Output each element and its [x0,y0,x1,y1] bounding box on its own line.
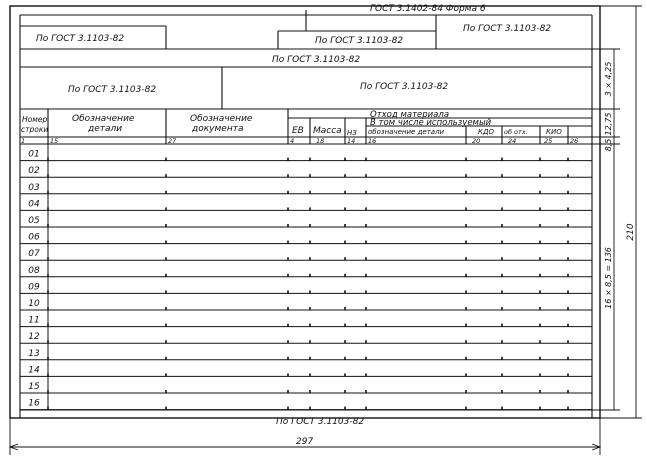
form-title: ГОСТ 3.1402-84 Форма 6 [370,4,486,14]
col-kio: КИО [546,128,562,136]
colnum-4: 4 [290,137,295,145]
ref-row3-right: По ГОСТ 3.1103-82 [360,82,449,92]
col-kdo: КДО [478,128,494,136]
row-number: 16 [28,398,40,409]
col-row-no-1: Номер [22,115,48,124]
row-number: 03 [28,182,40,193]
ref-right: По ГОСТ 3.1103-82 [463,24,552,34]
col-used-title: В том числе используемый [370,118,492,128]
row-number: 11 [28,315,40,326]
col-doc-2: документа [192,124,244,134]
ref-row3-left: По ГОСТ 3.1103-82 [68,85,157,95]
dim-rows-block: 16 × 8,5 = 136 [604,247,613,309]
dim-head-a: 12,75 [604,112,613,136]
colnum-16: 16 [368,137,377,145]
col-nz: НЗ [347,129,357,137]
col-unit: ЕВ [292,126,304,136]
row-number: 09 [28,282,40,293]
row-number: 07 [28,249,40,260]
ref-row2: По ГОСТ 3.1103-82 [272,55,361,65]
row-number: 02 [28,166,40,177]
form-frame [10,6,600,418]
footer-ref: По ГОСТ 3.1103-82 [276,417,365,427]
row-lines [20,144,592,410]
row-number: 12 [28,332,40,343]
col-used-part: обозначение детали [368,128,445,136]
colnum-25: 25 [544,137,553,145]
colnum-14: 14 [347,137,356,145]
row-number: 10 [28,299,40,309]
colnum-27: 27 [168,137,177,145]
header-lines [20,10,592,418]
col-doc-1: Обозначение [190,114,253,124]
ref-left: По ГОСТ 3.1103-82 [36,34,125,44]
width-label: 297 [296,437,314,447]
column-ticks [48,158,568,410]
col-row-no-2: строки [21,125,49,134]
dim-head-b: 8,5 [604,138,613,152]
row-number: 04 [28,199,40,210]
ref-middle: По ГОСТ 3.1103-82 [315,36,404,46]
col-waste-title: Отход материала [370,110,450,120]
dim-top-block: 3 × 4,25 [604,61,613,97]
colnum-26: 26 [570,137,579,145]
dim-height: 210 [626,223,636,241]
row-number: 06 [28,232,40,243]
row-number: 15 [28,382,40,392]
col-mass: Масса [313,126,342,136]
colnum-18: 18 [316,137,325,145]
colnum-20: 20 [472,137,481,145]
colnum-15: 15 [50,137,59,145]
colnum-24: 24 [508,137,517,145]
row-number: 08 [28,265,40,276]
row-number: 14 [28,365,40,376]
row-number: 05 [28,216,40,226]
col-part-1: Обозначение [72,114,135,124]
row-numbers [28,150,40,409]
col-part-2: детали [88,124,123,134]
col-of-total: об отх. [504,128,528,136]
row-number: 01 [28,149,40,160]
row-number: 13 [28,348,40,359]
colnum-1: 1 [21,137,26,145]
